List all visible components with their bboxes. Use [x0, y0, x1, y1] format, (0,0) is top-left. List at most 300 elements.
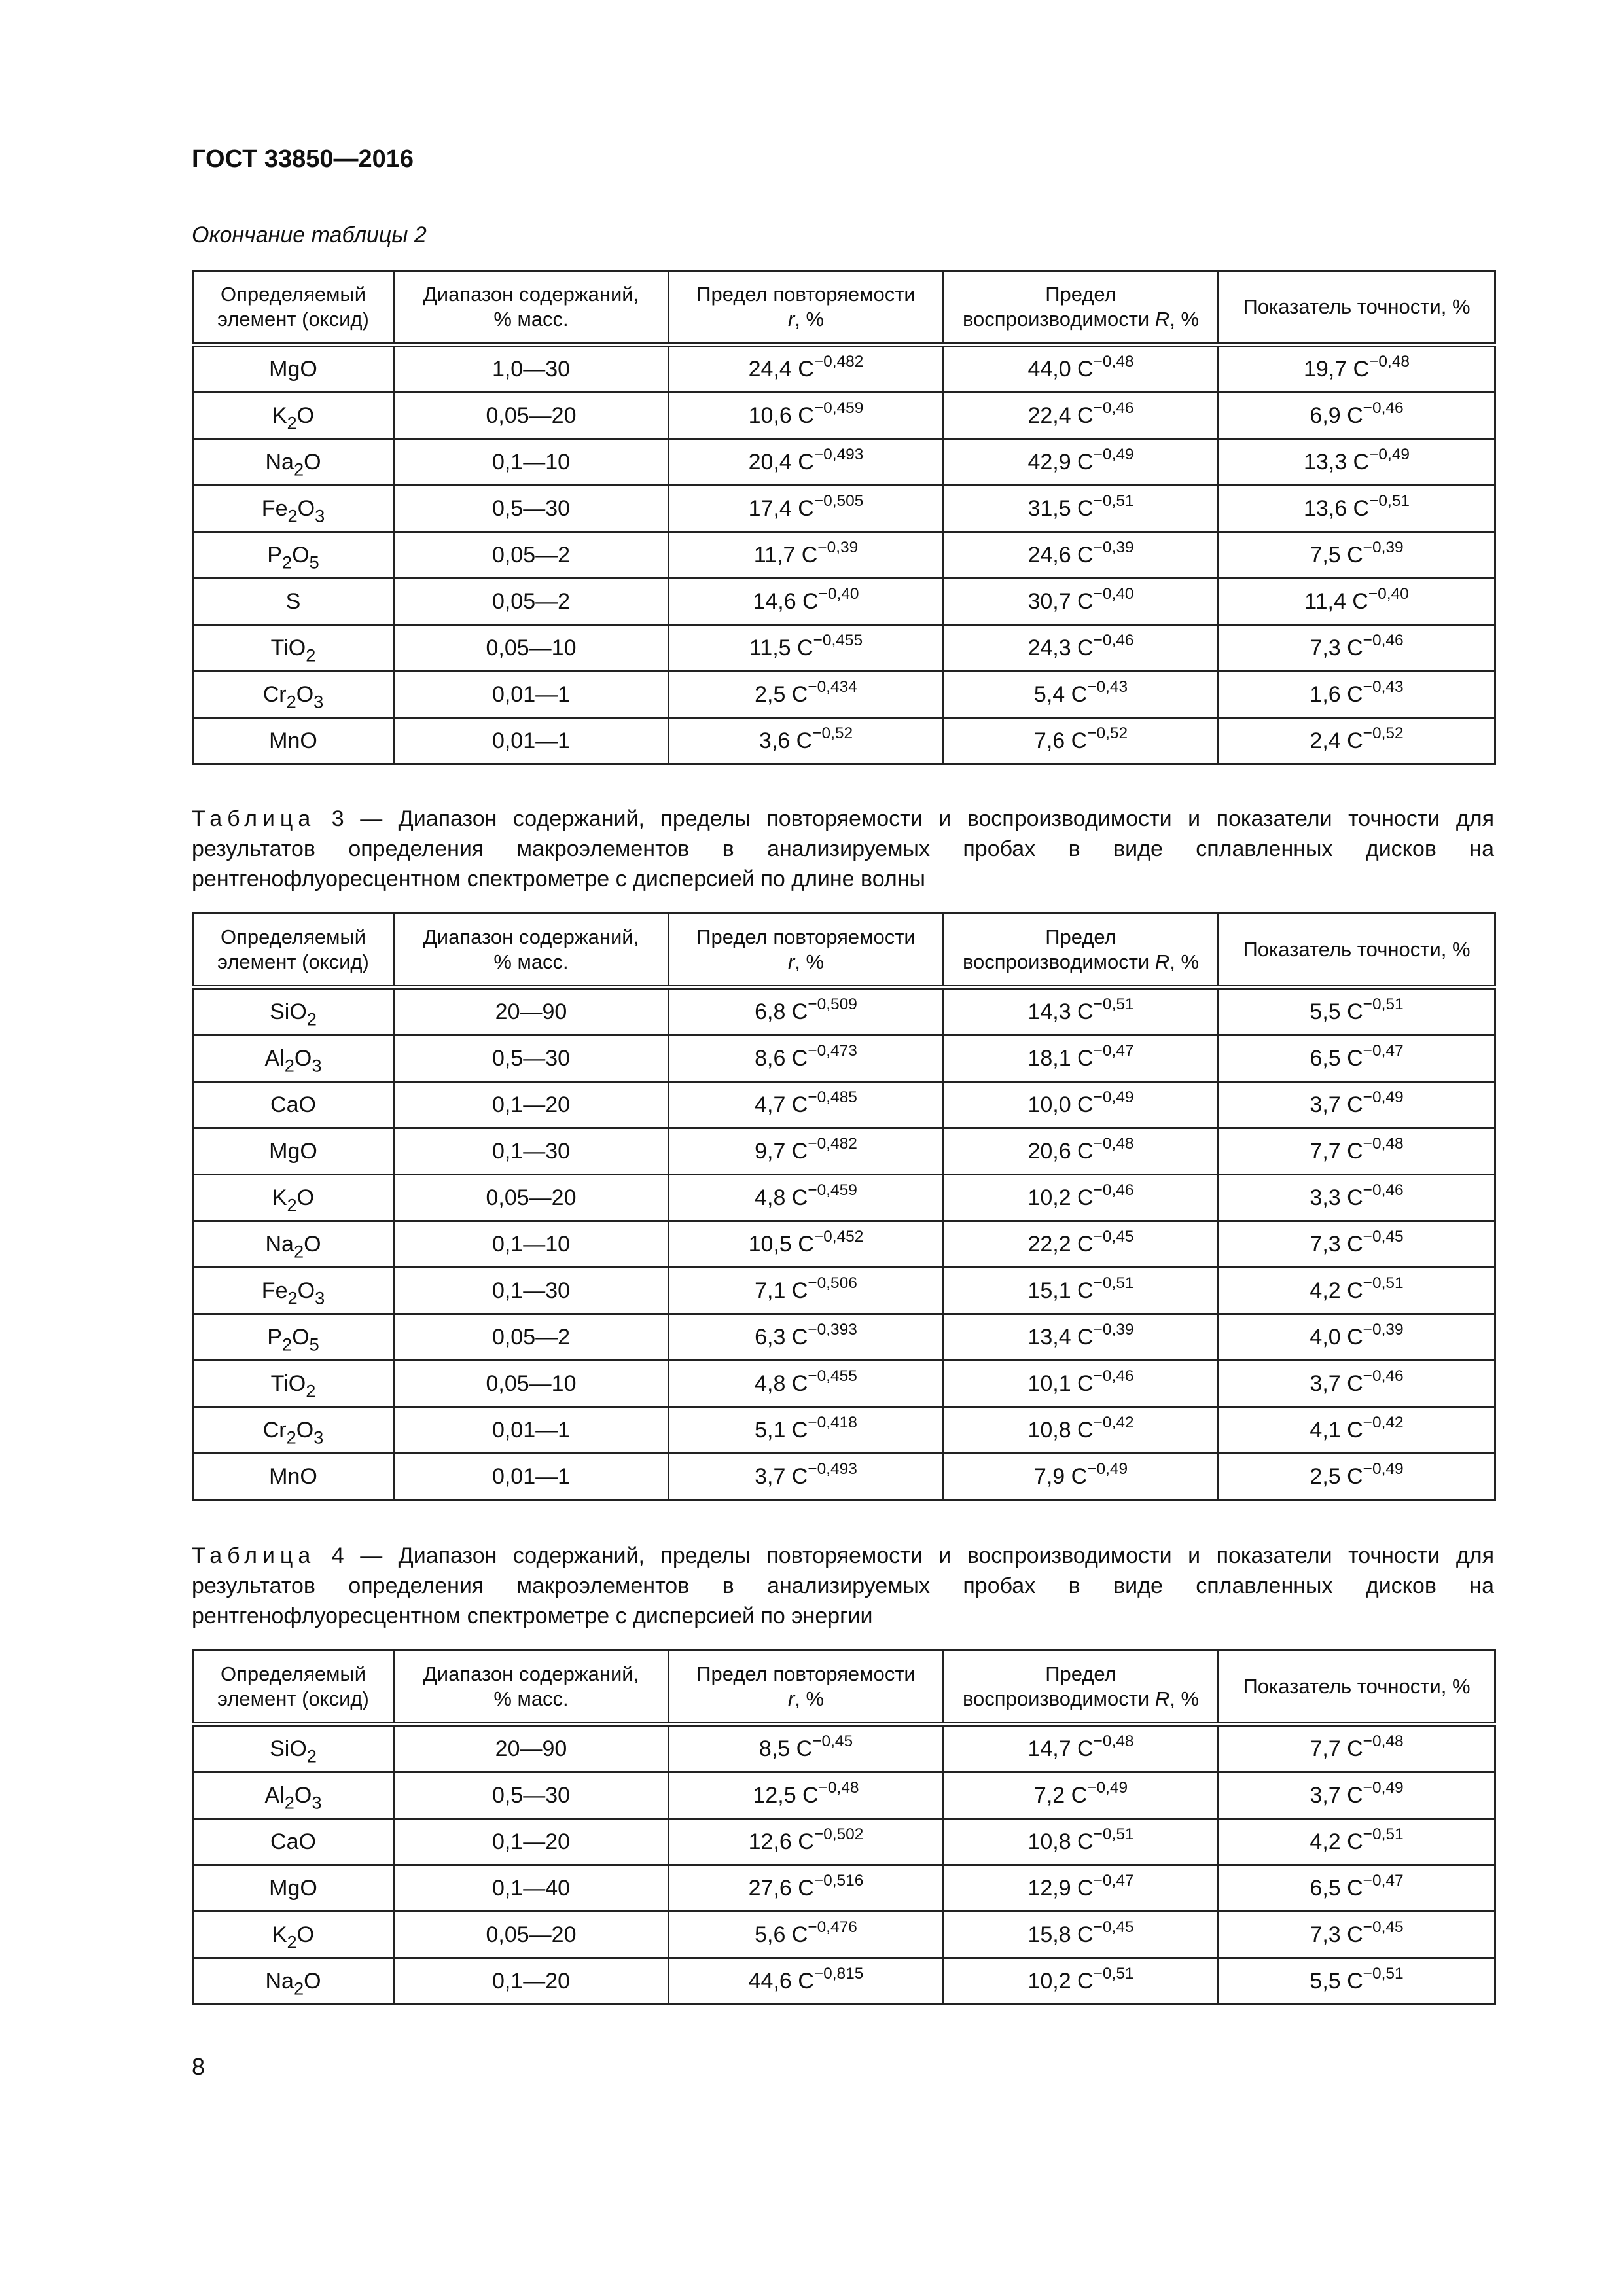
coefficient: 13,4 C — [1027, 1324, 1094, 1350]
exponent: −0,40 — [1093, 584, 1134, 603]
coefficient: 44,6 C — [748, 1968, 814, 1994]
exponent: −0,46 — [1363, 631, 1404, 649]
header-element-line2: элемент (оксид) — [217, 950, 369, 973]
formula-part: CaO — [270, 1092, 316, 1117]
coefficient: 5,5 C — [1310, 999, 1363, 1024]
cell-repeatability — [669, 1314, 944, 1361]
header-range — [394, 271, 669, 345]
exponent: −0,46 — [1093, 1367, 1134, 1385]
header-accuracy: Показатель точности, % — [1219, 271, 1495, 345]
cell-range: 0,01—1 — [394, 1407, 669, 1454]
coefficient: 20,6 C — [1027, 1138, 1094, 1164]
cell-range: 0,01—1 — [394, 1454, 669, 1500]
cell-range: 0,05—20 — [394, 1175, 669, 1221]
exponent: −0,51 — [1369, 492, 1410, 510]
table2-continuation-caption: Окончание таблицы 2 — [192, 223, 427, 247]
cell-range: 0,05—20 — [394, 1912, 669, 1958]
exponent: −0,493 — [808, 1460, 857, 1478]
formula-subscript: 2 — [306, 1009, 317, 1030]
cell-reproducibility — [944, 988, 1219, 1035]
exponent: −0,51 — [1363, 1274, 1404, 1292]
cell-reproducibility — [944, 1361, 1219, 1407]
header-accuracy: Показатель точности, % — [1219, 914, 1495, 988]
coefficient: 6,9 C — [1310, 403, 1363, 428]
cell-element — [193, 1772, 394, 1819]
cell-repeatability — [669, 1725, 944, 1772]
header-repeatability-unit: , % — [794, 950, 825, 973]
cell-reproducibility — [944, 1314, 1219, 1361]
cell-range: 20—90 — [394, 1725, 669, 1772]
exponent: −0,39 — [817, 538, 859, 556]
exponent: −0,506 — [808, 1274, 857, 1292]
table-row — [193, 1361, 1495, 1407]
cell-range: 0,01—1 — [394, 718, 669, 764]
exponent: −0,459 — [808, 1181, 857, 1199]
cell-accuracy — [1219, 718, 1495, 764]
cell-element — [193, 1035, 394, 1082]
cell-range: 1,0—30 — [394, 345, 669, 393]
cell-accuracy — [1219, 1865, 1495, 1912]
formula-part: SiO — [270, 1736, 307, 1761]
exponent: −0,48 — [1363, 1732, 1404, 1750]
coefficient: 24,3 C — [1027, 635, 1094, 660]
cell-accuracy — [1219, 579, 1495, 625]
exponent: −0,42 — [1093, 1413, 1134, 1431]
header-reproducibility-line2: воспроизводимости — [962, 1687, 1155, 1710]
exponent: −0,42 — [1363, 1413, 1404, 1431]
cell-range: 0,1—10 — [394, 439, 669, 486]
cell-reproducibility — [944, 1221, 1219, 1268]
formula-part: MnO — [269, 1463, 317, 1489]
header-element-line2: элемент (оксид) — [217, 1687, 369, 1710]
coefficient: 4,8 C — [755, 1185, 808, 1210]
cell-repeatability — [669, 1865, 944, 1912]
exponent: −0,51 — [1093, 1964, 1134, 1982]
formula-part: K — [272, 403, 287, 428]
cell-repeatability — [669, 393, 944, 439]
cell-element — [193, 988, 394, 1035]
header-reproducibility-symbol: R — [1154, 1687, 1170, 1710]
header-reproducibility-line1: Предел — [1045, 925, 1116, 948]
cell-element — [193, 579, 394, 625]
cell-repeatability — [669, 1035, 944, 1082]
header-reproducibility-symbol: R — [1154, 950, 1170, 973]
exponent: −0,49 — [1087, 1460, 1128, 1478]
exponent: −0,516 — [813, 1871, 864, 1890]
coefficient: 10,8 C — [1027, 1417, 1094, 1443]
cell-repeatability — [669, 1082, 944, 1128]
cell-accuracy — [1219, 1361, 1495, 1407]
formula-part: O — [296, 1417, 314, 1443]
header-repeatability-line1: Предел повторяемости — [696, 283, 916, 306]
cell-repeatability — [669, 1268, 944, 1314]
header-element — [193, 914, 394, 988]
table-row — [193, 672, 1495, 718]
cell-repeatability — [669, 532, 944, 579]
formula-subscript: 2 — [293, 1241, 304, 1262]
coefficient: 7,2 C — [1033, 1782, 1088, 1808]
coefficient: 30,7 C — [1027, 588, 1094, 614]
table3-caption — [192, 804, 1494, 894]
cell-repeatability — [669, 1361, 944, 1407]
cell-reproducibility — [944, 532, 1219, 579]
cell-repeatability — [669, 1407, 944, 1454]
cell-reproducibility — [944, 439, 1219, 486]
cell-repeatability — [669, 988, 944, 1035]
exponent: −0,46 — [1093, 399, 1134, 417]
exponent: −0,482 — [808, 1134, 857, 1153]
coefficient: 31,5 C — [1027, 495, 1094, 521]
coefficient: 4,1 C — [1310, 1417, 1363, 1443]
header-element-line1: Определяемый — [220, 925, 366, 948]
header-repeatability-symbol: r — [787, 308, 795, 331]
table-row — [193, 1865, 1495, 1912]
exponent: −0,452 — [813, 1227, 864, 1246]
formula-part: SiO — [270, 999, 307, 1024]
cell-element — [193, 1361, 394, 1407]
cell-range: 0,1—30 — [394, 1268, 669, 1314]
table-row — [193, 1407, 1495, 1454]
formula-part: O — [296, 1185, 315, 1210]
cell-element — [193, 1819, 394, 1865]
formula-subscript: 2 — [293, 1978, 304, 1999]
header-reproducibility-unit: , % — [1169, 1687, 1200, 1710]
cell-reproducibility — [944, 1128, 1219, 1175]
cell-range: 0,1—20 — [394, 1819, 669, 1865]
formula-part: Fe — [261, 495, 288, 521]
table4-title: 4 — Диапазон содержаний, пределы повторяемости и воспроизводимости и показатели точности для результатов определения макроэлементов в анализируемых пробах в виде сплавленных дисков на рентгенофлуоресцентном спектрометре с дисперсией по энергии — [192, 1543, 1494, 1628]
cell-repeatability — [669, 1175, 944, 1221]
table-row — [193, 532, 1495, 579]
coefficient: 14,3 C — [1027, 999, 1094, 1024]
cell-element — [193, 1865, 394, 1912]
formula-part: MnO — [269, 728, 317, 753]
cell-range: 20—90 — [394, 988, 669, 1035]
cell-range: 0,01—1 — [394, 672, 669, 718]
cell-reproducibility — [944, 672, 1219, 718]
table-row — [193, 579, 1495, 625]
header-row — [193, 271, 1495, 345]
formula-part: Fe — [261, 1278, 288, 1303]
cell-element — [193, 1725, 394, 1772]
table4-caption — [192, 1541, 1494, 1631]
table3-label: Таблица — [192, 806, 316, 831]
cell-repeatability — [669, 1819, 944, 1865]
coefficient: 9,7 C — [755, 1138, 808, 1164]
coefficient: 19,7 C — [1303, 356, 1370, 382]
exponent: −0,46 — [1363, 1367, 1404, 1385]
coefficient: 10,2 C — [1027, 1185, 1094, 1210]
formula-part: P — [267, 542, 282, 567]
coefficient: 3,7 C — [755, 1463, 808, 1489]
cell-element — [193, 1082, 394, 1128]
header-reproducibility-symbol: R — [1154, 308, 1170, 331]
coefficient: 6,3 C — [755, 1324, 808, 1350]
table-row — [193, 1128, 1495, 1175]
cell-reproducibility — [944, 486, 1219, 532]
coefficient: 20,4 C — [748, 449, 814, 475]
cell-repeatability — [669, 1912, 944, 1958]
cell-reproducibility — [944, 1175, 1219, 1221]
exponent: −0,40 — [818, 584, 859, 603]
cell-repeatability — [669, 625, 944, 672]
coefficient: 7,3 C — [1310, 1922, 1363, 1947]
coefficient: 4,8 C — [755, 1371, 808, 1396]
exponent: −0,46 — [1363, 399, 1404, 417]
table-row — [193, 1454, 1495, 1500]
exponent: −0,49 — [1087, 1778, 1128, 1797]
exponent: −0,46 — [1363, 1181, 1404, 1199]
coefficient: 13,3 C — [1303, 449, 1370, 475]
cell-accuracy — [1219, 1725, 1495, 1772]
coefficient: 14,7 C — [1027, 1736, 1094, 1761]
header-reproducibility-line2: воспроизводимости — [962, 308, 1155, 331]
table-row — [193, 1221, 1495, 1268]
exponent: −0,39 — [1093, 538, 1134, 556]
exponent: −0,48 — [818, 1778, 859, 1797]
cell-repeatability — [669, 718, 944, 764]
cell-reproducibility — [944, 1912, 1219, 1958]
header-reproducibility — [944, 914, 1219, 988]
header-element-line1: Определяемый — [220, 1662, 366, 1685]
cell-element — [193, 672, 394, 718]
exponent: −0,40 — [1368, 584, 1409, 603]
coefficient: 15,1 C — [1027, 1278, 1094, 1303]
exponent: −0,482 — [813, 352, 864, 370]
exponent: −0,43 — [1087, 677, 1128, 696]
exponent: −0,815 — [813, 1964, 864, 1982]
exponent: −0,485 — [808, 1088, 857, 1106]
formula-part: O — [304, 1231, 321, 1257]
formula-subscript: 5 — [309, 1334, 319, 1355]
formula-part: O — [297, 495, 315, 521]
table-4 — [192, 1649, 1496, 2005]
coefficient: 8,5 C — [758, 1736, 813, 1761]
cell-range: 0,1—10 — [394, 1221, 669, 1268]
cell-accuracy — [1219, 1082, 1495, 1128]
header-range — [394, 1651, 669, 1725]
page-number: 8 — [192, 2053, 205, 2080]
cell-accuracy — [1219, 393, 1495, 439]
cell-reproducibility — [944, 1772, 1219, 1819]
cell-repeatability — [669, 1958, 944, 2005]
formula-part: Na — [265, 449, 294, 475]
exponent: −0,45 — [1093, 1918, 1134, 1936]
formula-subscript: 2 — [284, 1792, 294, 1813]
cell-element — [193, 1268, 394, 1314]
header-repeatability — [669, 1651, 944, 1725]
header-range-line1: Диапазон содержаний, — [423, 925, 639, 948]
header-row — [193, 914, 1495, 988]
coefficient: 3,7 C — [1310, 1782, 1363, 1808]
formula-part: MgO — [269, 356, 317, 382]
exponent: −0,39 — [1363, 538, 1404, 556]
formula-part: O — [294, 1782, 312, 1808]
cell-element — [193, 1454, 394, 1500]
cell-accuracy — [1219, 672, 1495, 718]
cell-accuracy — [1219, 345, 1495, 393]
cell-repeatability — [669, 439, 944, 486]
coefficient: 4,7 C — [755, 1092, 808, 1117]
cell-reproducibility — [944, 1268, 1219, 1314]
formula-subscript: 2 — [306, 1380, 316, 1401]
cell-element — [193, 718, 394, 764]
coefficient: 5,4 C — [1033, 681, 1088, 707]
cell-range: 0,05—2 — [394, 579, 669, 625]
table-3 — [192, 912, 1496, 1501]
exponent: −0,47 — [1363, 1871, 1404, 1890]
exponent: −0,48 — [1093, 1134, 1134, 1153]
document-id: ГОСТ 33850—2016 — [192, 145, 414, 173]
cell-reproducibility — [944, 1865, 1219, 1912]
cell-reproducibility — [944, 625, 1219, 672]
exponent: −0,45 — [1363, 1918, 1404, 1936]
coefficient: 6,5 C — [1310, 1875, 1363, 1901]
header-range-line1: Диапазон содержаний, — [423, 1662, 639, 1685]
exponent: −0,48 — [1093, 1732, 1134, 1750]
coefficient: 10,5 C — [748, 1231, 814, 1257]
coefficient: 4,2 C — [1310, 1829, 1363, 1854]
cell-element — [193, 1221, 394, 1268]
table-row — [193, 345, 1495, 393]
cell-element — [193, 1314, 394, 1361]
formula-subscript: 2 — [287, 1194, 297, 1215]
exponent: −0,51 — [1093, 1274, 1134, 1292]
cell-reproducibility — [944, 1407, 1219, 1454]
exponent: −0,51 — [1093, 995, 1134, 1013]
formula-subscript: 2 — [287, 1931, 297, 1952]
header-accuracy: Показатель точности, % — [1219, 1651, 1495, 1725]
table-row — [193, 718, 1495, 764]
table-row — [193, 1772, 1495, 1819]
cell-reproducibility — [944, 1082, 1219, 1128]
exponent: −0,47 — [1363, 1041, 1404, 1060]
coefficient: 3,7 C — [1310, 1092, 1363, 1117]
coefficient: 7,7 C — [1310, 1138, 1363, 1164]
coefficient: 5,1 C — [755, 1417, 808, 1443]
exponent: −0,393 — [808, 1320, 857, 1338]
cell-accuracy — [1219, 1314, 1495, 1361]
cell-accuracy — [1219, 486, 1495, 532]
cell-reproducibility — [944, 1819, 1219, 1865]
coefficient: 42,9 C — [1027, 449, 1094, 475]
header-reproducibility-line1: Предел — [1045, 283, 1116, 306]
coefficient: 10,2 C — [1027, 1968, 1094, 1994]
coefficient: 7,5 C — [1310, 542, 1363, 567]
coefficient: 2,5 C — [1310, 1463, 1363, 1489]
exponent: −0,48 — [1363, 1134, 1404, 1153]
coefficient: 11,5 C — [749, 635, 813, 660]
header-reproducibility-line1: Предел — [1045, 1662, 1116, 1685]
cell-accuracy — [1219, 439, 1495, 486]
cell-reproducibility — [944, 345, 1219, 393]
formula-part: O — [296, 681, 314, 707]
table-row — [193, 1912, 1495, 1958]
cell-reproducibility — [944, 393, 1219, 439]
header-reproducibility-unit: , % — [1169, 308, 1200, 331]
formula-part: O — [292, 542, 310, 567]
exponent: −0,505 — [813, 492, 864, 510]
exponent: −0,509 — [808, 995, 857, 1013]
formula-subscript: 2 — [287, 1287, 298, 1308]
cell-element — [193, 1128, 394, 1175]
formula-part: Na — [265, 1231, 294, 1257]
formula-subscript: 3 — [313, 1427, 324, 1448]
cell-accuracy — [1219, 1035, 1495, 1082]
cell-accuracy — [1219, 1958, 1495, 2005]
cell-element — [193, 345, 394, 393]
header-range-line1: Диапазон содержаний, — [423, 283, 639, 306]
header-element-line2: элемент (оксид) — [217, 308, 369, 331]
cell-range: 0,05—20 — [394, 393, 669, 439]
exponent: −0,45 — [1363, 1227, 1404, 1246]
coefficient: 5,5 C — [1310, 1968, 1363, 1994]
table-row — [193, 439, 1495, 486]
formula-part: O — [294, 1045, 312, 1071]
coefficient: 6,8 C — [755, 999, 808, 1024]
coefficient: 5,6 C — [755, 1922, 808, 1947]
header-repeatability-unit: , % — [794, 1687, 825, 1710]
formula-subscript: 2 — [281, 1334, 293, 1355]
table-row — [193, 393, 1495, 439]
coefficient: 11,7 C — [753, 542, 818, 567]
exponent: −0,52 — [1087, 724, 1128, 742]
cell-element — [193, 393, 394, 439]
formula-part: MgO — [269, 1138, 317, 1164]
formula-part: O — [296, 1922, 315, 1947]
cell-range: 0,5—30 — [394, 1035, 669, 1082]
cell-repeatability — [669, 1772, 944, 1819]
coefficient: 15,8 C — [1027, 1922, 1094, 1947]
formula-subscript: 3 — [312, 1792, 322, 1813]
coefficient: 8,6 C — [755, 1045, 808, 1071]
cell-repeatability — [669, 672, 944, 718]
table-row — [193, 1035, 1495, 1082]
exponent: −0,52 — [812, 724, 853, 742]
cell-range: 0,1—20 — [394, 1958, 669, 2005]
header-reproducibility-line2: воспроизводимости — [962, 950, 1155, 973]
cell-range: 0,1—30 — [394, 1128, 669, 1175]
cell-reproducibility — [944, 1725, 1219, 1772]
formula-part: Cr — [262, 1417, 287, 1443]
exponent: −0,45 — [1093, 1227, 1134, 1246]
cell-accuracy — [1219, 1268, 1495, 1314]
header-repeatability-line1: Предел повторяемости — [696, 1662, 916, 1685]
coefficient: 4,2 C — [1310, 1278, 1363, 1303]
table4-label: Таблица — [192, 1543, 316, 1568]
header-repeatability — [669, 271, 944, 345]
header-range — [394, 914, 669, 988]
exponent: −0,455 — [808, 1367, 857, 1385]
coefficient: 27,6 C — [748, 1875, 814, 1901]
cell-repeatability — [669, 579, 944, 625]
cell-range: 0,05—10 — [394, 1361, 669, 1407]
cell-element — [193, 1912, 394, 1958]
formula-part: TiO — [270, 1371, 306, 1396]
header-repeatability-line1: Предел повторяемости — [696, 925, 916, 948]
coefficient: 7,7 C — [1310, 1736, 1363, 1761]
coefficient: 3,6 C — [758, 728, 813, 753]
coefficient: 10,1 C — [1027, 1371, 1094, 1396]
cell-repeatability — [669, 1221, 944, 1268]
formula-part: O — [304, 449, 321, 475]
cell-element — [193, 439, 394, 486]
formula-part: TiO — [270, 635, 306, 660]
coefficient: 22,4 C — [1027, 403, 1094, 428]
formula-part: Cr — [262, 681, 287, 707]
coefficient: 6,5 C — [1310, 1045, 1363, 1071]
formula-part: MgO — [269, 1875, 317, 1901]
